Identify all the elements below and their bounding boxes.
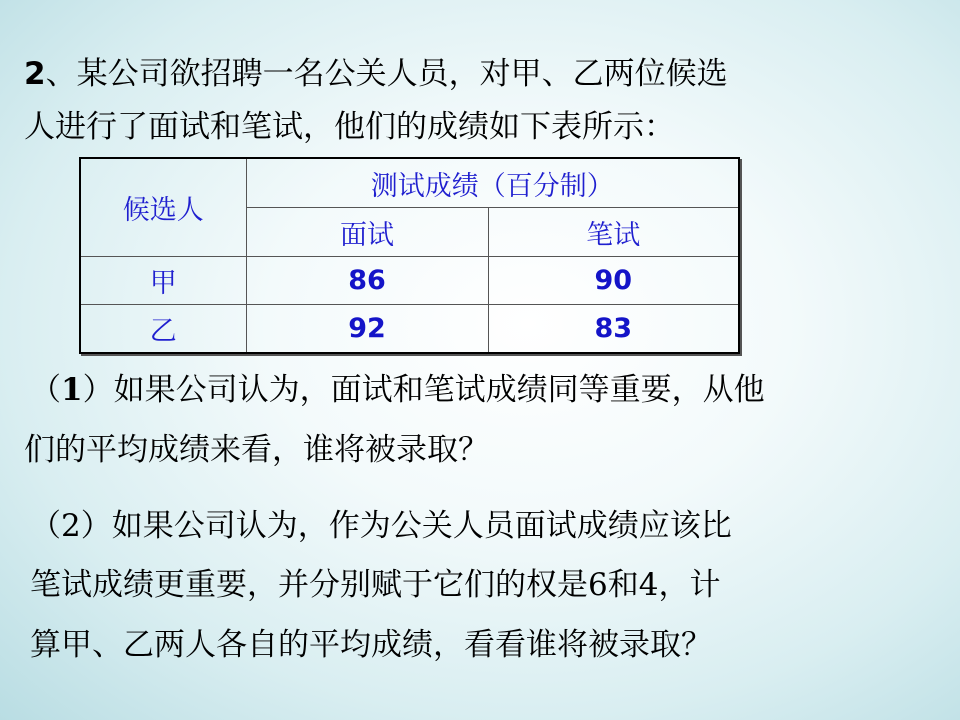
problem-statement-line-2: 人进行了面试和笔试，他们的成绩如下表所示： — [24, 109, 675, 145]
candidate-header: 候选人 — [80, 158, 246, 257]
problem-number: 2 — [24, 56, 46, 92]
interview-score: 86 — [246, 257, 488, 305]
question-1-line-2: 们的平均成绩来看，谁将被录取？ — [24, 432, 489, 468]
question-2-line-2: 笔试成绩更重要，并分别赋于它们的权是6和4，计 — [30, 567, 721, 603]
written-score: 83 — [488, 305, 739, 354]
question-1-line-1 — [30, 370, 765, 410]
written-score: 90 — [488, 257, 739, 305]
q1-text-1: ）如果公司认为，面试和笔试成绩同等重要，从他 — [82, 372, 765, 408]
table-row — [80, 305, 739, 354]
problem-text-1: 、某公司欲招聘一名公关人员，对甲、乙两位候选 — [45, 56, 728, 92]
question-2-line-1: （2）如果公司认为，作为公关人员面试成绩应该比 — [30, 508, 732, 544]
score-header: 测试成绩（百分制） — [246, 158, 739, 208]
table-row — [80, 257, 739, 305]
interview-score: 92 — [246, 305, 488, 354]
q1-open-paren: （ — [30, 372, 61, 408]
candidate-name: 乙 — [80, 305, 246, 354]
problem-statement-line-1 — [24, 54, 728, 94]
candidate-name: 甲 — [80, 257, 246, 305]
question-2-line-3: 算甲、乙两人各自的平均成绩，看看谁将被录取？ — [30, 627, 712, 663]
score-table — [79, 157, 740, 354]
interview-header: 面试 — [246, 208, 488, 257]
table-header-row — [80, 158, 739, 208]
q1-number: 1 — [61, 372, 83, 408]
written-header: 笔试 — [488, 208, 739, 257]
